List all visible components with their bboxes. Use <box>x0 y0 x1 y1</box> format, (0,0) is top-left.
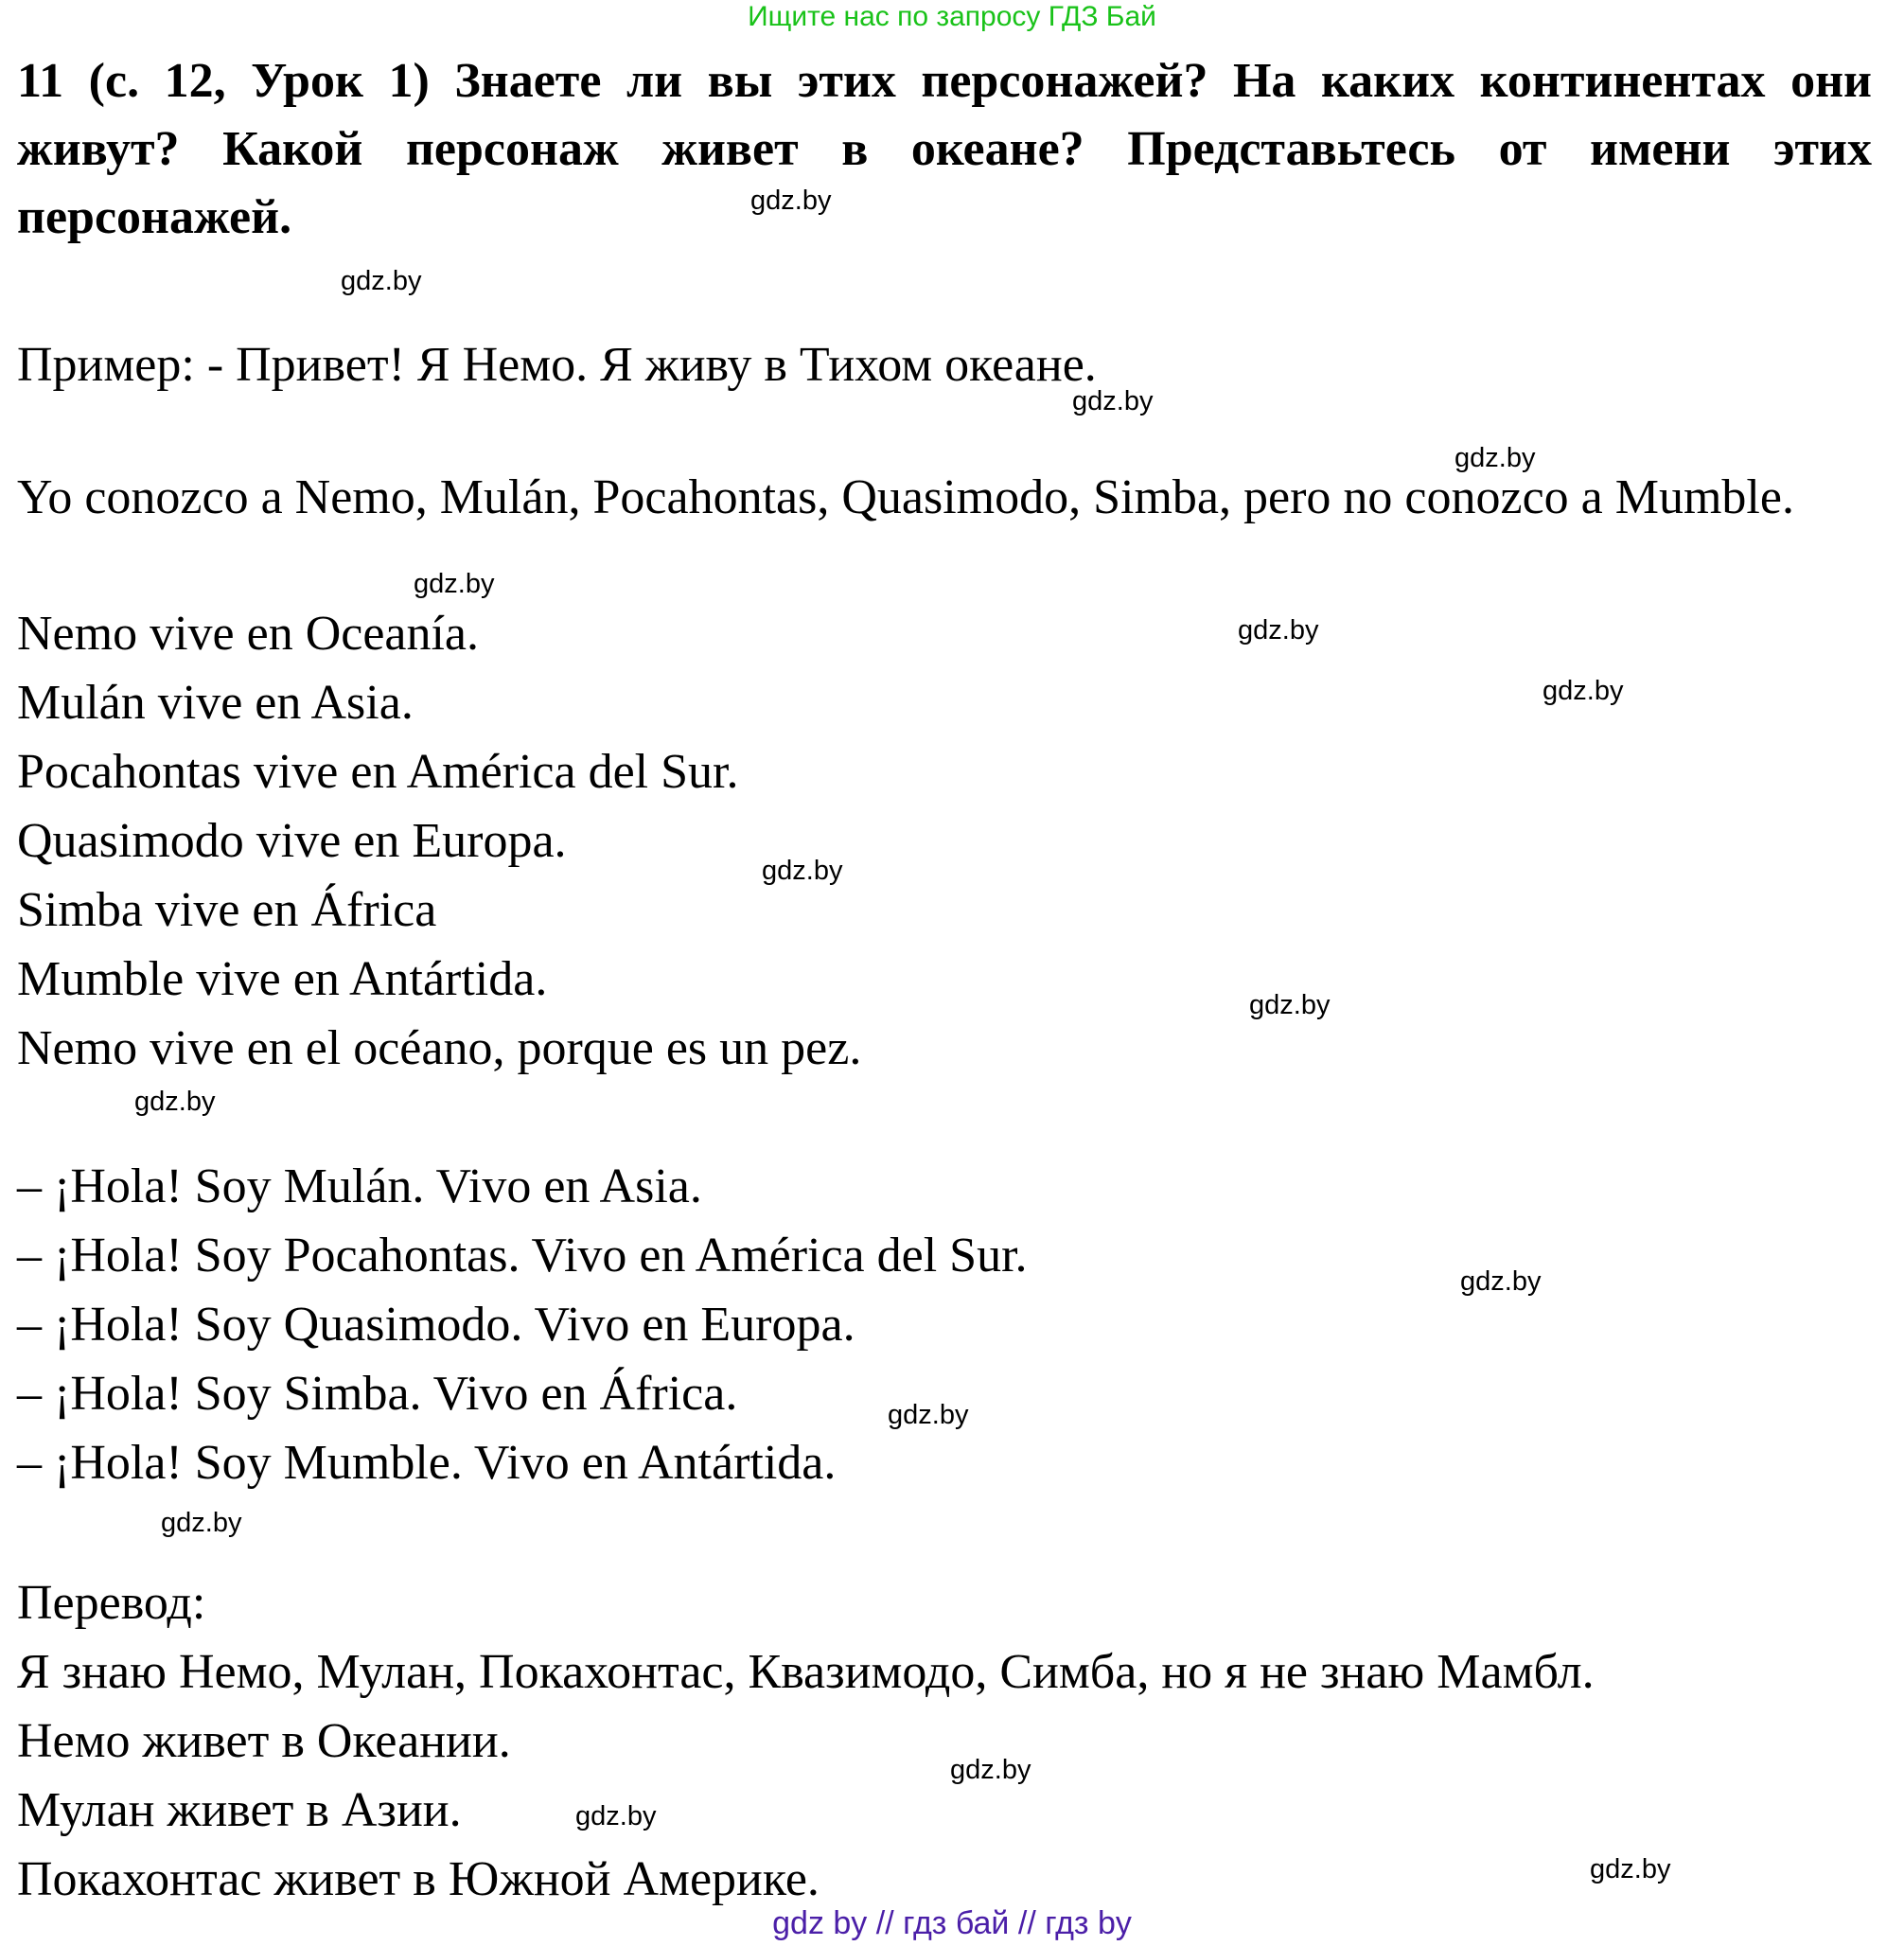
translation-heading: Перевод: <box>17 1576 206 1630</box>
translation-line: Немо живет в Океании. <box>17 1714 511 1768</box>
answer-line: Simba vive en África <box>17 883 437 937</box>
footer-links[interactable]: gdz by // гдз бай // гдз by <box>772 1905 1132 1941</box>
translation-line: Мулан живет в Азии. <box>17 1783 462 1837</box>
translation-line: Я знаю Немо, Мулан, Покахонтас, Квазимодо, Симба, но я не знаю Мамбл. <box>17 1645 1595 1699</box>
watermark: gdz.by <box>762 856 843 886</box>
watermark: gdz.by <box>414 569 495 599</box>
watermark: gdz.by <box>161 1508 242 1538</box>
translation-line: Покахонтас живет в Южной Америке. <box>17 1852 820 1906</box>
dialogue-line: – ¡Hola! Soy Simba. Vivo en África. <box>17 1367 738 1421</box>
dialogue-line: – ¡Hola! Soy Quasimodo. Vivo en Europa. <box>17 1298 855 1352</box>
watermark: gdz.by <box>888 1400 969 1430</box>
watermark: gdz.by <box>575 1801 657 1831</box>
answer-line: Mulán vive en Asia. <box>17 676 414 730</box>
example-line: Пример: - Привет! Я Немо. Я живу в Тихом океане. <box>17 338 1097 392</box>
watermark: gdz.by <box>134 1087 216 1117</box>
dialogue-line: – ¡Hola! Soy Mulán. Vivo en Asia. <box>17 1159 702 1213</box>
watermark: gdz.by <box>1249 990 1331 1020</box>
watermark: gdz.by <box>750 186 832 216</box>
task-heading: 11 (с. 12, Урок 1) Знаете ли вы этих персонажей? На каких континентах они живут? Какой персонаж живет в океане? Представьтесь от имени этих персонажей. <box>17 54 1872 244</box>
answer-line: Quasimodo vive en Europa. <box>17 814 567 868</box>
search-hint-link[interactable]: Ищите нас по запросу ГДЗ Бай <box>748 1 1156 32</box>
answer-intro: Yo conozco a Nemo, Mulán, Pocahontas, Quasimodo, Simba, pero no conozco a Mumble. <box>17 470 1794 524</box>
answer-line: Nemo vive en Oceanía. <box>17 607 480 661</box>
watermark: gdz.by <box>1460 1266 1542 1297</box>
dialogue-line: – ¡Hola! Soy Mumble. Vivo en Antártida. <box>17 1436 837 1490</box>
watermark: gdz.by <box>341 266 422 296</box>
watermark: gdz.by <box>1238 615 1319 646</box>
answer-line: Mumble vive en Antártida. <box>17 952 548 1006</box>
watermark: gdz.by <box>1454 443 1536 473</box>
dialogue-line: – ¡Hola! Soy Pocahontas. Vivo en América del Sur. <box>17 1229 1028 1283</box>
watermark: gdz.by <box>1590 1854 1671 1884</box>
watermark: gdz.by <box>950 1755 1031 1785</box>
watermark: gdz.by <box>1072 386 1154 416</box>
answer-line: Nemo vive en el océano, porque es un pez. <box>17 1021 862 1075</box>
watermark: gdz.by <box>1543 676 1624 706</box>
answer-line: Pocahontas vive en América del Sur. <box>17 745 739 799</box>
